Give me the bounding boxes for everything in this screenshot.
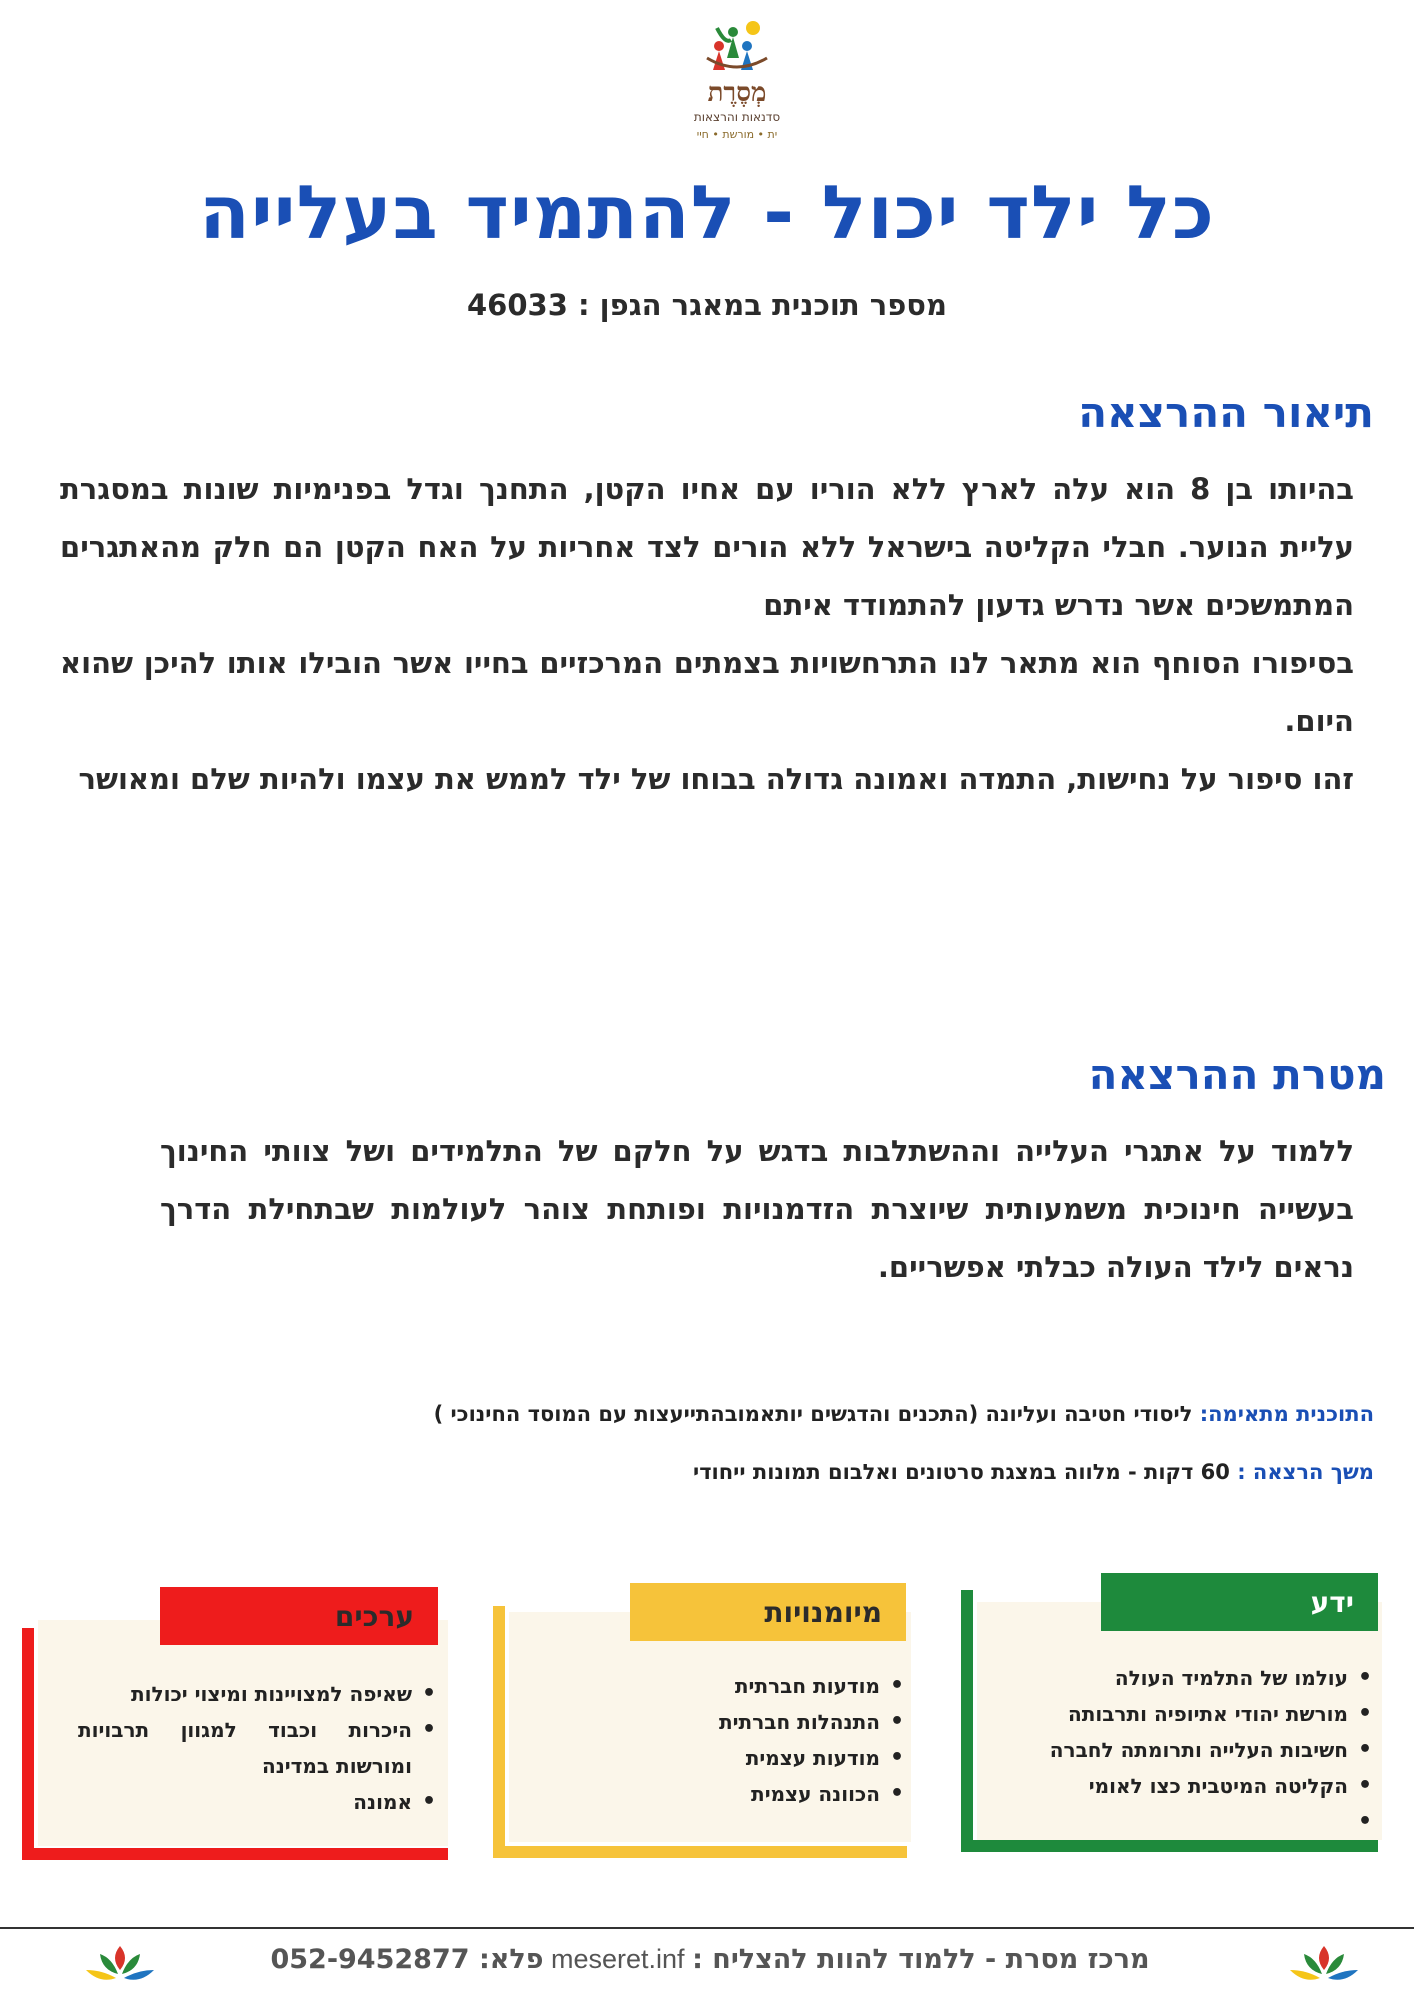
flower-decoration-icon — [80, 1940, 160, 1988]
list-item: • עולמו של התלמיד העולה — [1014, 1660, 1374, 1696]
goal-body — [160, 1122, 1354, 1296]
duration-label: משך הרצאה : — [1237, 1460, 1374, 1484]
description-paragraph-1: בהיותו בן 8 הוא עלה לארץ ללא הוריו עם אחיו הקטן, התחנך וגדל בפנימיות שונות במסגרת עליית הנוער. חבלי הקליטה בישראל ללא הורים לצד אחריות על האח הקטן הם חלק מהאתגרים המתמשכים אשר נדרש גדעון להתמודד איתם — [60, 472, 1354, 622]
list-item: • מודעות עצמית — [546, 1740, 906, 1776]
flower-decoration-icon — [1284, 1940, 1364, 1988]
suitable-line — [434, 1402, 1374, 1426]
card-values-title: ערכים — [160, 1587, 438, 1645]
duration-line — [693, 1460, 1374, 1484]
suitable-label: התוכנית מתאימה: — [1199, 1402, 1374, 1426]
description-paragraph-2: בסיפורו הסוחף הוא מתאר לנו התרחשויות בצמתים המרכזיים בחייו אשר הובילו אותו להיכן שהוא היום. — [60, 646, 1354, 738]
list-item: • התנהלות חברתית — [546, 1704, 906, 1740]
footer-org: מרכז מסרת - ללמוד להוות להצליח : — [692, 1944, 1150, 1975]
goal-text: ללמוד על אתגרי העלייה וההשתלבות בדגש על חלקם של התלמידים ושל צוותי החינוך בעשייה חינוכית משמעותית שיוצרת הזדמנויות ופותחת צוהר לעולמות שבתחילת הדרך נראים לילד העולה כבלתי אפשריים. — [160, 1134, 1354, 1284]
description-heading: תיאור ההרצאה — [1078, 388, 1374, 437]
footer-phone[interactable]: 052-9452877 — [270, 1944, 479, 1975]
program-id: מספר תוכנית במאגר הגפן : 46033 — [466, 288, 947, 322]
logo-name: מְסֶרֶת — [707, 78, 767, 108]
logo-figures-icon — [697, 18, 777, 80]
suitable-value: ליסודי חטיבה ועליונה (התכנים והדגשים יותאמובהתייעצות עם המוסד החינוכי ) — [433, 1402, 1200, 1426]
list-item: • היכרות וכבוד למגוון תרבויות ומורשות במדינה — [78, 1712, 438, 1784]
logo — [667, 18, 807, 146]
list-item: • הכוונה עצמית — [546, 1776, 906, 1812]
logo-subtagline: ית • מורשת • חיי — [696, 128, 778, 141]
description-body — [60, 460, 1354, 808]
list-item: • מודעות חברתית — [546, 1668, 906, 1704]
footer-contact — [190, 1944, 1230, 1986]
footer-site[interactable]: meseret.inf — [543, 1944, 693, 1974]
goal-heading: מטרת ההרצאה — [1088, 1050, 1386, 1099]
card-skills-title: מיומנויות — [630, 1583, 906, 1641]
page-title: כל ילד יכול - להתמיד בעלייה — [199, 170, 1215, 256]
list-item: • שאיפה למצויינות ומיצוי יכולות — [78, 1676, 438, 1712]
list-item: • הקליטה המיטבית כצו לאומי — [1014, 1768, 1374, 1804]
duration-value: 60 דקות - מלווה במצגת סרטונים ואלבום תמונות ייחודי — [693, 1460, 1238, 1484]
card-skills-list — [546, 1668, 906, 1812]
description-paragraph-3: זהו סיפור על נחישות, התמדה ואמונה גדולה בבוחו של ילד לממש את עצמו ולהיות שלם ומאושר — [78, 762, 1354, 796]
list-item: • מורשת יהודי אתיופיה ותרבותה — [1014, 1696, 1374, 1732]
list-item: • חשיבות העלייה ותרומתה לחברה — [1014, 1732, 1374, 1768]
card-knowledge-title: ידע — [1101, 1573, 1378, 1631]
footer-phone-label: פלא: — [478, 1944, 544, 1975]
list-item: • אמונה — [78, 1784, 438, 1820]
card-values-list — [78, 1676, 438, 1820]
card-knowledge-list — [1014, 1660, 1374, 1804]
footer-divider — [0, 1927, 1414, 1929]
logo-tagline: סדנאות והרצאות — [693, 110, 781, 124]
